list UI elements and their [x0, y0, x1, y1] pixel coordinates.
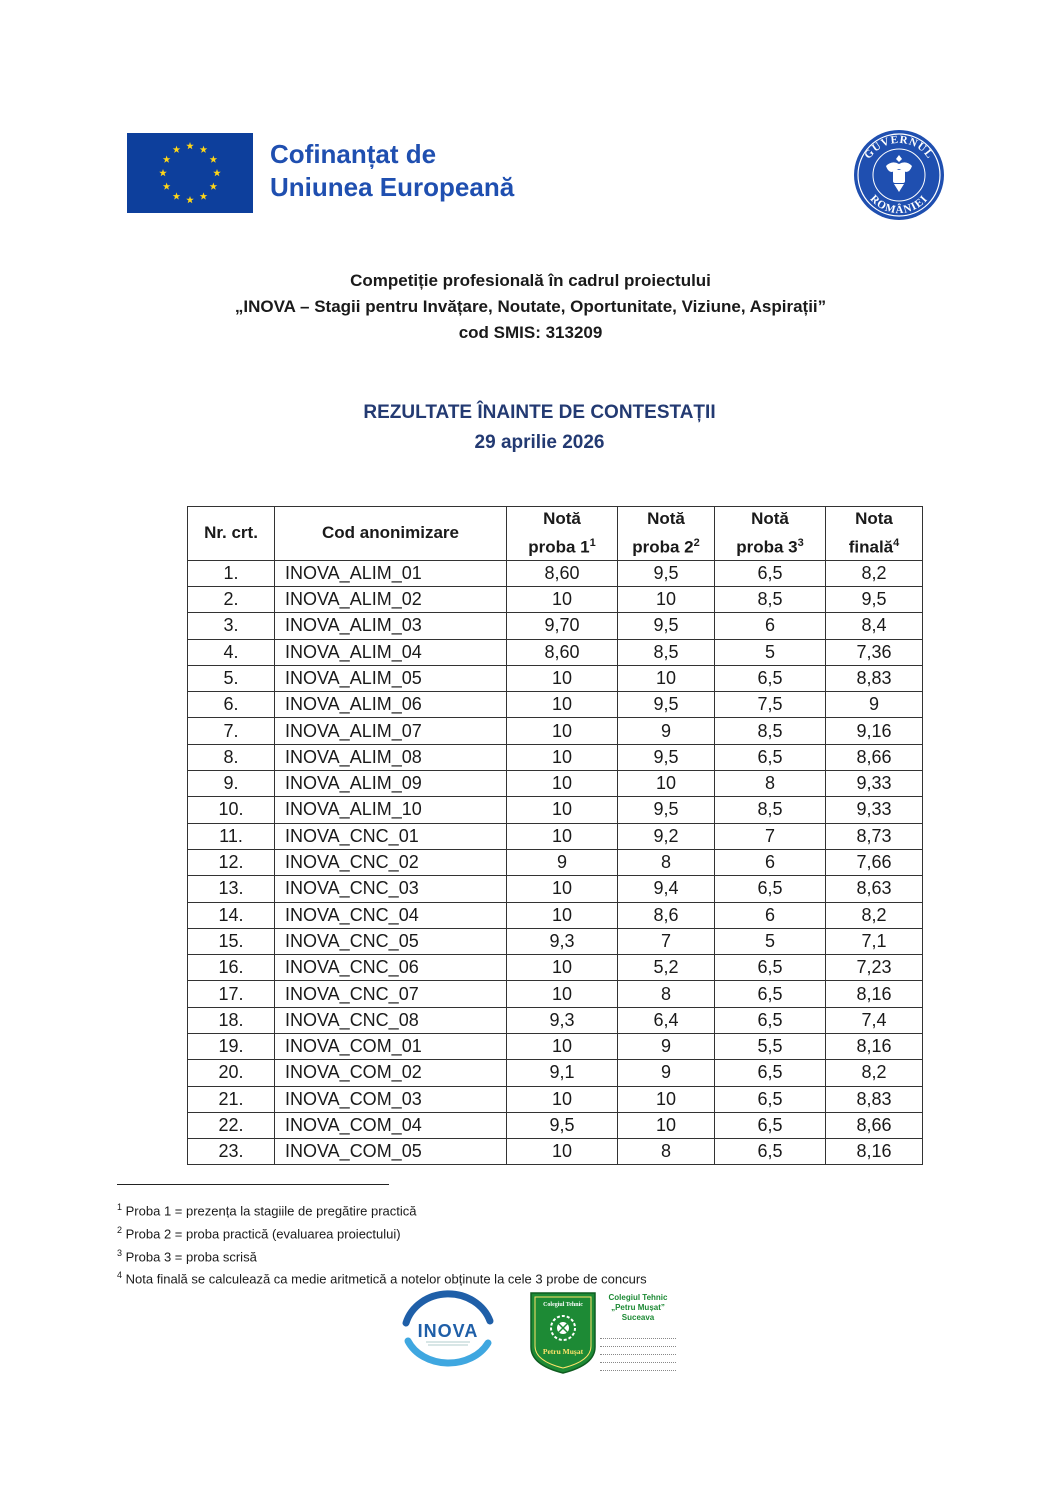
cell-proba2: 10	[618, 771, 715, 797]
cell-proba3: 6,5	[715, 1007, 826, 1033]
results-date: 29 aprilie 2026	[474, 432, 605, 453]
cell-proba1: 9,3	[507, 928, 618, 954]
cell-proba1: 10	[507, 797, 618, 823]
cofinance-line1: Cofinanțat de	[270, 139, 437, 169]
table-row	[188, 902, 923, 928]
table-body	[188, 560, 923, 1165]
table-row	[188, 1060, 923, 1086]
cell-final: 8,2	[826, 1060, 923, 1086]
cell-proba1: 10	[507, 823, 618, 849]
header-proba1: Notă proba $1^1$	[507, 507, 618, 561]
cell-code: INOVA_COM_04	[275, 1112, 507, 1138]
cell-proba2: 9,5	[618, 744, 715, 770]
cell-nr: 2.	[188, 586, 275, 612]
cell-nr: 17.	[188, 981, 275, 1007]
header-nr: Nr. crt.	[188, 507, 275, 561]
footnotes	[117, 1198, 647, 1289]
cell-proba2: 8	[618, 981, 715, 1007]
cell-proba3: 7,5	[715, 692, 826, 718]
cell-proba2: 9,5	[618, 613, 715, 639]
seal-bottom-text: ROMÂNIEI	[867, 192, 931, 217]
cell-proba3: 8,5	[715, 718, 826, 744]
school-name-line2: „Petru Mușat”	[611, 1303, 665, 1312]
cell-nr: 7.	[188, 718, 275, 744]
cell-final: 8,4	[826, 613, 923, 639]
cell-code: INOVA_COM_01	[275, 1034, 507, 1060]
cell-proba1: 10	[507, 718, 618, 744]
cell-proba3: 8,5	[715, 586, 826, 612]
cell-code: INOVA_COM_05	[275, 1139, 507, 1165]
inova-logo	[398, 1283, 498, 1377]
results-table	[187, 506, 923, 1165]
cell-final: 8,2	[826, 560, 923, 586]
table-row	[188, 849, 923, 875]
cell-nr: 6.	[188, 692, 275, 718]
cell-code: INOVA_ALIM_01	[275, 560, 507, 586]
cell-proba1: 10	[507, 981, 618, 1007]
table-row	[188, 823, 923, 849]
eu-star-icon	[200, 192, 208, 199]
cell-proba2: 10	[618, 665, 715, 691]
cell-code: INOVA_ALIM_08	[275, 744, 507, 770]
cell-final: 7,66	[826, 849, 923, 875]
eu-star-icon	[173, 192, 181, 199]
eu-star-icon	[163, 183, 171, 190]
table-row	[188, 665, 923, 691]
header-line3: cod SMIS: 313209	[458, 323, 603, 342]
eu-star-icon	[210, 156, 218, 163]
footnote-2: $^2$ Proba 2 = proba practică (evaluarea proiectului)	[117, 1224, 401, 1242]
header-final: Nota finală$^4$	[826, 507, 923, 561]
cell-nr: 23.	[188, 1139, 275, 1165]
cofinance-text	[270, 138, 514, 204]
table-row	[188, 1139, 923, 1165]
cell-final: 9,33	[826, 797, 923, 823]
eu-star-icon	[186, 142, 194, 149]
cell-final: 7,4	[826, 1007, 923, 1033]
cell-proba1: 10	[507, 586, 618, 612]
header-line2: „INOVA – Stagii pentru Invățare, Noutate, Oportunitate, Viziune, Aspirații”	[234, 297, 827, 316]
cell-proba2: 9,2	[618, 823, 715, 849]
cell-proba3: 6,5	[715, 1112, 826, 1138]
school-contact-lines	[600, 1331, 676, 1371]
eu-star-icon	[163, 156, 171, 163]
cell-proba3: 6,5	[715, 665, 826, 691]
cell-proba3: 6	[715, 849, 826, 875]
cell-final: 9,33	[826, 771, 923, 797]
cell-code: INOVA_CNC_02	[275, 849, 507, 875]
inova-logo-text: INOVA	[417, 1321, 479, 1341]
cell-nr: 22.	[188, 1112, 275, 1138]
table-row	[188, 1034, 923, 1060]
cell-proba2: 9,4	[618, 876, 715, 902]
cell-code: INOVA_COM_02	[275, 1060, 507, 1086]
cell-final: 8,16	[826, 1139, 923, 1165]
eu-star-icon	[159, 169, 167, 176]
cofinance-line2: Uniunea Europeană	[270, 172, 515, 202]
cell-proba1: 8,60	[507, 560, 618, 586]
cell-proba1: 10	[507, 665, 618, 691]
crest-top-text: Colegiul Tehnic	[543, 1302, 583, 1308]
table-row	[188, 718, 923, 744]
cell-proba1: 9,5	[507, 1112, 618, 1138]
cell-final: 9,16	[826, 718, 923, 744]
cell-proba1: 10	[507, 902, 618, 928]
cell-proba3: 5	[715, 928, 826, 954]
cell-proba3: 8	[715, 771, 826, 797]
cell-proba2: 8,5	[618, 639, 715, 665]
cell-code: INOVA_ALIM_04	[275, 639, 507, 665]
cell-nr: 15.	[188, 928, 275, 954]
seal-top-text: GUVERNUL	[862, 133, 936, 162]
cell-final: 8,16	[826, 981, 923, 1007]
footnote-3: $^3$ Proba 3 = proba scrisă	[117, 1247, 257, 1264]
cell-final: 9	[826, 692, 923, 718]
cell-final: 7,23	[826, 955, 923, 981]
cell-code: INOVA_CNC_03	[275, 876, 507, 902]
cell-proba3: 6,5	[715, 1060, 826, 1086]
cell-code: INOVA_ALIM_09	[275, 771, 507, 797]
eu-star-icon	[186, 196, 194, 203]
table-row	[188, 981, 923, 1007]
eu-star-icon	[173, 146, 181, 153]
cell-proba1: 9,1	[507, 1060, 618, 1086]
cell-proba3: 5	[715, 639, 826, 665]
cell-proba2: 7	[618, 928, 715, 954]
cell-final: 8,83	[826, 1086, 923, 1112]
cell-proba3: 6,5	[715, 981, 826, 1007]
cell-nr: 14.	[188, 902, 275, 928]
cell-proba2: 10	[618, 586, 715, 612]
school-crest-logo	[529, 1291, 597, 1375]
header-code: Cod anonimizare	[275, 507, 507, 561]
footnote-divider	[117, 1184, 389, 1185]
header-line1: Competiție profesională în cadrul proiectului	[350, 271, 711, 290]
cell-proba3: 6,5	[715, 560, 826, 586]
cell-nr: 18.	[188, 1007, 275, 1033]
cell-proba2: 5,2	[618, 955, 715, 981]
cell-final: 9,5	[826, 586, 923, 612]
cell-code: INOVA_CNC_06	[275, 955, 507, 981]
cell-final: 8,83	[826, 665, 923, 691]
cell-proba3: 7	[715, 823, 826, 849]
cell-proba3: 6,5	[715, 955, 826, 981]
cell-final: 8,66	[826, 744, 923, 770]
cell-proba3: 6,5	[715, 876, 826, 902]
cell-code: INOVA_CNC_08	[275, 1007, 507, 1033]
government-seal-logo	[850, 128, 948, 222]
cell-final: 7,36	[826, 639, 923, 665]
cell-proba1: 10	[507, 1139, 618, 1165]
cell-nr: 12.	[188, 849, 275, 875]
cell-nr: 11.	[188, 823, 275, 849]
cell-proba2: 9	[618, 1034, 715, 1060]
header-proba2: Notă proba $2^2$	[618, 507, 715, 561]
project-header	[0, 268, 1061, 346]
cell-code: INOVA_CNC_04	[275, 902, 507, 928]
table-row	[188, 586, 923, 612]
cell-code: INOVA_ALIM_02	[275, 586, 507, 612]
cell-proba1: 10	[507, 876, 618, 902]
cell-nr: 5.	[188, 665, 275, 691]
eu-star-icon	[200, 146, 208, 153]
cell-proba1: 9,70	[507, 613, 618, 639]
cell-final: 8,16	[826, 1034, 923, 1060]
cell-proba1: 10	[507, 692, 618, 718]
cell-proba3: 6,5	[715, 1086, 826, 1112]
cell-code: INOVA_ALIM_07	[275, 718, 507, 744]
eu-star-icon	[210, 183, 218, 190]
table-header-row	[188, 507, 923, 561]
cell-proba1: 10	[507, 955, 618, 981]
school-info	[600, 1293, 676, 1371]
cell-proba1: 10	[507, 1086, 618, 1112]
cell-nr: 16.	[188, 955, 275, 981]
cell-proba3: 6,5	[715, 744, 826, 770]
cell-proba2: 10	[618, 1086, 715, 1112]
footnote-4: $^4$ Nota finală se calculează ca medie aritmetică a notelor obținute la cele 3 probe de concurs	[117, 1270, 647, 1287]
cell-code: INOVA_CNC_01	[275, 823, 507, 849]
cell-final: 7,1	[826, 928, 923, 954]
cell-code: INOVA_ALIM_05	[275, 665, 507, 691]
header-proba3: Notă proba $3^3$	[715, 507, 826, 561]
cell-proba3: 6	[715, 902, 826, 928]
cell-nr: 3.	[188, 613, 275, 639]
cell-code: INOVA_ALIM_03	[275, 613, 507, 639]
cell-proba3: 5,5	[715, 1034, 826, 1060]
table-row	[188, 692, 923, 718]
cell-proba3: 6,5	[715, 1139, 826, 1165]
cell-proba2: 8	[618, 1139, 715, 1165]
cell-proba3: 8,5	[715, 797, 826, 823]
cell-code: INOVA_CNC_05	[275, 928, 507, 954]
cell-nr: 8.	[188, 744, 275, 770]
table-row	[188, 560, 923, 586]
cell-code: INOVA_CNC_07	[275, 981, 507, 1007]
eu-stars-icon	[127, 133, 253, 213]
cell-proba2: 8,6	[618, 902, 715, 928]
table-row	[188, 1007, 923, 1033]
cell-proba2: 9,5	[618, 560, 715, 586]
footnote-1: $^1$ Proba 1 = prezența la stagiile de pregătire practică	[117, 1202, 417, 1219]
cell-code: INOVA_ALIM_06	[275, 692, 507, 718]
table-row	[188, 744, 923, 770]
school-name-line3: Suceava	[621, 1313, 655, 1322]
cell-nr: 13.	[188, 876, 275, 902]
cell-proba2: 9	[618, 718, 715, 744]
table-row	[188, 955, 923, 981]
cell-code: INOVA_COM_03	[275, 1086, 507, 1112]
cell-nr: 19.	[188, 1034, 275, 1060]
cell-final: 8,2	[826, 902, 923, 928]
cell-final: 8,66	[826, 1112, 923, 1138]
cell-nr: 1.	[188, 560, 275, 586]
cell-nr: 9.	[188, 771, 275, 797]
table-row	[188, 1112, 923, 1138]
cell-proba1: 9	[507, 849, 618, 875]
table-row	[188, 1086, 923, 1112]
cell-proba2: 8	[618, 849, 715, 875]
cell-proba2: 9	[618, 1060, 715, 1086]
cell-proba2: 9,5	[618, 797, 715, 823]
cell-code: INOVA_ALIM_10	[275, 797, 507, 823]
results-title: REZULTATE ÎNAINTE DE CONTESTAȚII	[363, 402, 716, 423]
cell-proba1: 9,3	[507, 1007, 618, 1033]
cell-nr: 4.	[188, 639, 275, 665]
cell-nr: 21.	[188, 1086, 275, 1112]
cell-proba1: 8,60	[507, 639, 618, 665]
cell-proba3: 6	[715, 613, 826, 639]
cell-proba1: 10	[507, 744, 618, 770]
cell-proba2: 6,4	[618, 1007, 715, 1033]
table-row	[188, 797, 923, 823]
eu-flag-logo	[127, 133, 253, 213]
cell-nr: 20.	[188, 1060, 275, 1086]
crest-bottom-text: Petru Mușat	[542, 1347, 584, 1356]
results-title-block	[0, 398, 1061, 458]
table-row	[188, 613, 923, 639]
eu-star-icon	[213, 169, 221, 176]
cell-proba1: 10	[507, 1034, 618, 1060]
cell-proba1: 10	[507, 771, 618, 797]
cell-proba2: 9,5	[618, 692, 715, 718]
cell-final: 8,63	[826, 876, 923, 902]
table-row	[188, 771, 923, 797]
school-name-line1: Colegiul Tehnic	[608, 1293, 668, 1302]
cell-proba2: 10	[618, 1112, 715, 1138]
table-row	[188, 639, 923, 665]
cell-final: 8,73	[826, 823, 923, 849]
table-row	[188, 928, 923, 954]
table-row	[188, 876, 923, 902]
cell-nr: 10.	[188, 797, 275, 823]
